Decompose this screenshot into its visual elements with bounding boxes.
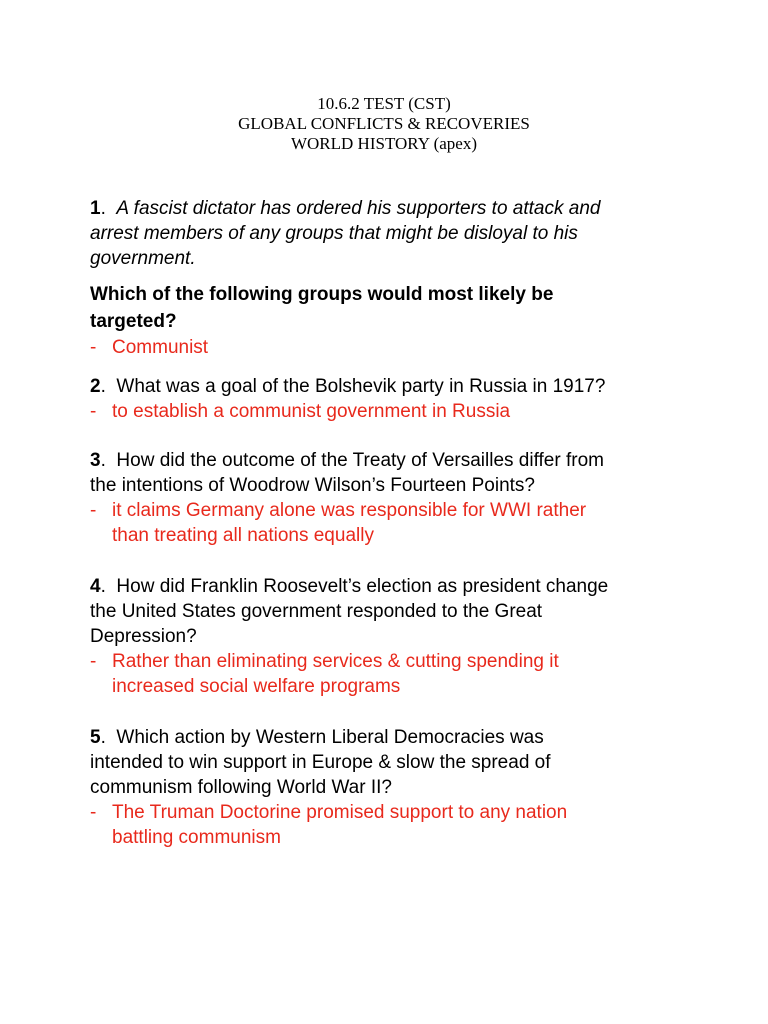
question-5-line-2: intended to win support in Europe & slow the spread of [90,752,551,773]
question-2-text: What was a goal of the Bolshevik party in Russia in 1917? [116,376,606,397]
question-3-number: 3 [90,450,101,471]
question-2-answer-line-1: to establish a communist government in Russia [112,401,511,422]
test-title: 10.6.2 TEST (CST) [317,94,451,113]
question-4-line-3: Depression? [90,626,197,647]
question-2-answer [90,399,690,424]
question-4-line-1 [90,574,690,599]
document-header [0,94,768,154]
question-3-line-2: the intentions of Woodrow Wilson’s Fourteen Points? [90,475,535,496]
question-5-number: 5 [90,727,101,748]
question-4-number: 4 [90,576,101,597]
unit-title: GLOBAL CONFLICTS & RECOVERIES [238,114,530,133]
question-5-answer-line-1: The Truman Doctorine promised support to any nation [112,802,568,823]
question-4-line-2: the United States government responded to the Great [90,601,543,622]
question-1-sep: . [100,198,106,219]
question-3 [90,448,690,548]
question-3-answer-line-1: it claims Germany alone was responsible for WWI rather [112,500,587,521]
dash-bullet: - [90,337,97,358]
question-1-line-3: government. [90,248,196,269]
question-1-number: 1 [90,198,101,219]
dash-bullet: - [90,500,97,521]
question-1-answer-line-1: Communist [112,337,209,358]
question-5-line-3: communism following World War II? [90,777,392,798]
question-1-text: A fascist dictator has ordered his supporters to attack and [116,198,601,219]
dash-bullet: - [90,651,97,672]
question-3-text: How did the outcome of the Treaty of Versailles differ from [116,450,604,471]
question-4-answer [90,649,690,699]
dash-bullet: - [90,401,97,422]
question-1-answer [90,335,690,360]
question-2-number: 2 [90,376,101,397]
question-1 [90,196,690,360]
question-1-line-2: arrest members of any groups that might be disloyal to his [90,223,578,244]
question-4-text: How did Franklin Roosevelt’s election as president change [116,576,609,597]
question-1-prompt-line-2: targeted? [90,311,177,332]
question-4-answer-line-2: increased social welfare programs [112,676,401,697]
question-3-sep: . [100,450,106,471]
dash-bullet: - [90,802,97,823]
question-1-prompt-line-1: Which of the following groups would most likely be [90,284,554,305]
question-5-text: Which action by Western Liberal Democracies was [116,727,544,748]
question-3-answer-line-2: than treating all nations equally [112,525,374,546]
question-3-answer [90,498,690,548]
question-4-answer-line-1: Rather than eliminating services & cutting spending it [112,651,559,672]
question-5-sep: . [100,727,106,748]
question-4 [90,574,690,699]
question-5-answer-line-2: battling communism [112,827,281,848]
question-5 [90,725,690,850]
question-1-line-1 [90,196,690,221]
course-title: WORLD HISTORY (apex) [290,134,478,153]
question-4-sep: . [100,576,106,597]
question-3-line-1 [90,448,690,473]
question-2-line-1 [90,374,690,399]
question-5-line-1 [90,725,690,750]
question-5-answer [90,800,690,850]
question-2 [90,374,690,424]
question-2-sep: . [100,376,106,397]
